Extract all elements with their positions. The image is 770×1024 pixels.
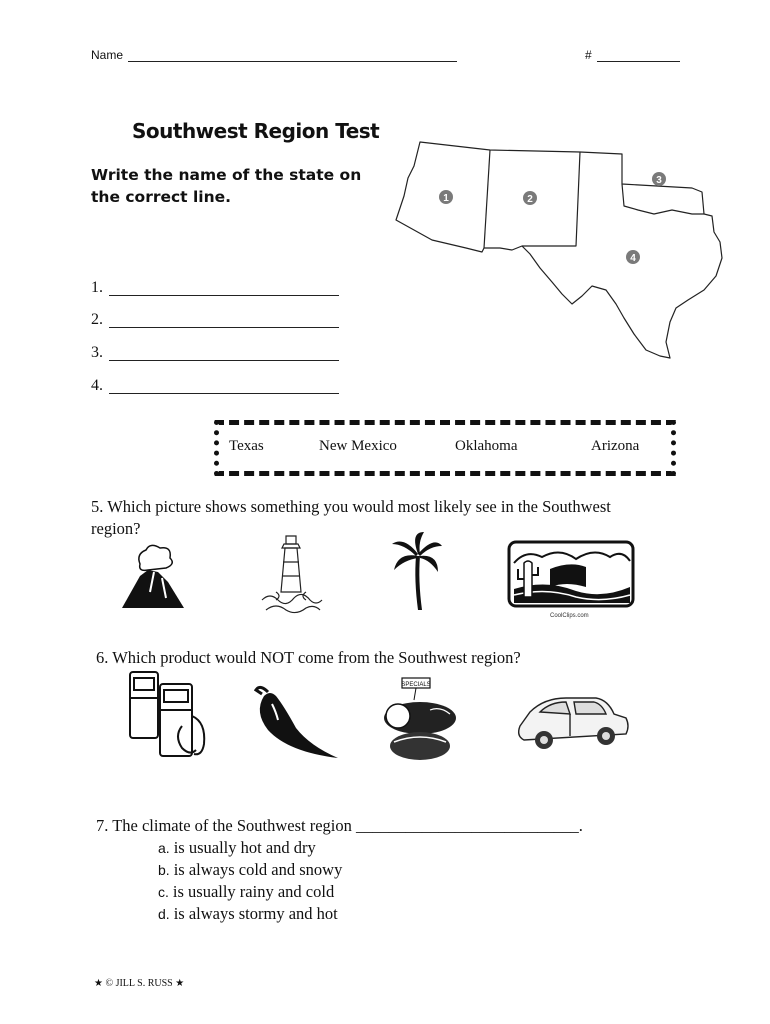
marker-1: 1	[443, 193, 449, 204]
desert-cactus-icon[interactable]	[506, 539, 636, 613]
answer-line-4[interactable]	[91, 377, 109, 395]
number-label: #	[585, 48, 592, 62]
answer-number: 4.	[91, 377, 103, 394]
choice-letter: d.	[158, 906, 170, 922]
copyright-footer: ★ © JILL S. RUSS ★	[94, 978, 185, 989]
answer-number: 3.	[91, 344, 103, 361]
answer-line-3[interactable]	[91, 344, 109, 362]
palm-tree-icon[interactable]	[390, 530, 442, 614]
choice-b[interactable]	[158, 859, 342, 881]
choice-c[interactable]	[158, 881, 334, 903]
gas-pump-icon[interactable]	[124, 666, 214, 760]
specials-sign-label: SPECIALS	[401, 682, 431, 688]
clipart-credit: CoolClips.com	[550, 613, 589, 619]
question-5: 5. Which picture shows something you would most likely see in the Southwest region?	[91, 497, 611, 538]
volcano-icon[interactable]	[118, 542, 188, 612]
choice-a[interactable]	[158, 837, 316, 859]
number-line[interactable]	[597, 61, 680, 62]
car-icon[interactable]	[514, 686, 632, 756]
answer-number: 2.	[91, 311, 103, 328]
choice-letter: a.	[158, 840, 170, 856]
page-title: Southwest Region Test	[132, 119, 380, 143]
question-6: 6. Which product would NOT come from the Southwest region?	[96, 648, 521, 667]
choice-text: is always cold and snowy	[173, 860, 343, 879]
instructions: Write the name of the state on the correct line.	[91, 166, 362, 206]
meat-specials-icon[interactable]	[380, 676, 460, 768]
choice-letter: c.	[158, 884, 169, 900]
word-bank-item: Arizona	[591, 438, 640, 454]
chili-pepper-icon[interactable]	[254, 682, 340, 762]
name-line[interactable]	[128, 61, 457, 62]
word-bank-item: Oklahoma	[455, 438, 518, 454]
region-outline	[396, 142, 722, 358]
choice-text: is always stormy and hot	[173, 904, 338, 923]
choice-d[interactable]	[158, 903, 338, 925]
question-7: 7. The climate of the Southwest region ___________________________.	[96, 816, 583, 835]
choice-letter: b.	[158, 862, 170, 878]
lighthouse-icon[interactable]	[256, 530, 326, 616]
marker-3: 3	[656, 175, 662, 186]
word-bank-item: Texas	[229, 438, 264, 454]
name-label: Name	[91, 48, 124, 62]
southwest-map	[392, 136, 728, 364]
choice-text: is usually hot and dry	[173, 838, 316, 857]
marker-4: 4	[630, 253, 636, 264]
answer-line-2[interactable]	[91, 311, 109, 329]
border-az-nm	[484, 150, 490, 248]
marker-2: 2	[527, 194, 533, 205]
word-bank-item: New Mexico	[319, 438, 397, 454]
answer-line-1[interactable]	[91, 279, 109, 297]
answer-number: 1.	[91, 279, 103, 296]
word-bank	[214, 420, 676, 476]
choice-text: is usually rainy and cold	[172, 882, 335, 901]
